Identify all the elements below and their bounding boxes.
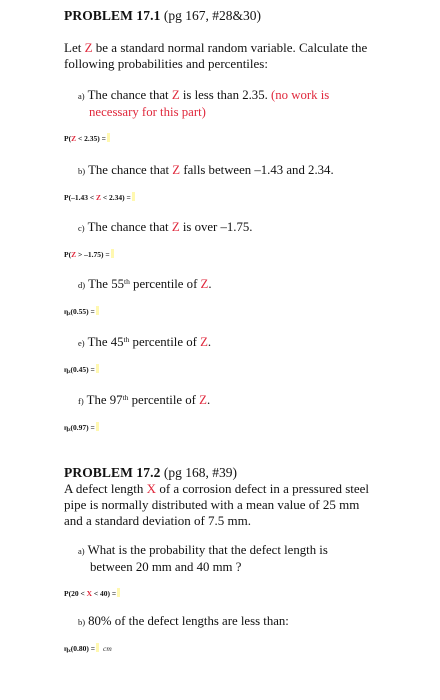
ordinal-suffix: th: [123, 335, 130, 344]
question-text: is less than 2.35.: [179, 88, 268, 102]
question-letter: c): [78, 223, 85, 233]
answer-label: (0.97) =: [70, 423, 95, 432]
question-letter: b): [78, 166, 86, 176]
question-text: .: [208, 277, 212, 291]
question-letter: f): [78, 396, 84, 406]
question-text: falls between –1.43 and 2.34.: [180, 163, 334, 177]
variable-z: Z: [199, 393, 207, 407]
variable-z: Z: [71, 250, 77, 259]
answer-e[interactable]: [64, 364, 99, 378]
answer-label: P(: [64, 250, 72, 259]
answer-blank[interactable]: [96, 364, 99, 373]
question-text: The chance that: [88, 163, 173, 177]
problem-2-intro: [64, 481, 429, 529]
problem-2-heading: [64, 465, 237, 481]
answer-label: (0.45) =: [70, 365, 95, 374]
variable-z: Z: [172, 163, 181, 177]
answer-label: P(–1.43 <: [64, 193, 96, 202]
eta-subscript: z: [68, 428, 71, 433]
answer-blank[interactable]: [96, 643, 99, 652]
question-a: [78, 87, 428, 120]
question-text: What is the probability that the defect length is: [87, 543, 328, 557]
intro-text: be a standard normal random variable. Calculate the: [92, 40, 368, 55]
eta-subscript: x: [68, 649, 71, 654]
variable-z: Z: [171, 220, 180, 234]
question-text: The 55: [88, 277, 124, 291]
eta-subscript: z: [68, 370, 71, 375]
answer-blank[interactable]: [107, 133, 110, 142]
intro-text: Let: [64, 40, 85, 55]
eta-symbol: η: [64, 307, 69, 316]
eta-symbol: η: [64, 423, 69, 432]
question-d: [78, 276, 428, 293]
variable-z: Z: [200, 277, 209, 291]
eta-subscript: z: [68, 312, 71, 317]
problem-2-title: PROBLEM 17.2: [64, 465, 161, 480]
question-text: The chance that: [87, 220, 172, 234]
answer-label: < 2.35) =: [76, 134, 106, 143]
question-text: The 97: [86, 393, 123, 407]
answer-label: (0.80) =: [70, 644, 96, 653]
problem-1-ref: (pg 167, #28&30): [163, 8, 261, 23]
problem-1-intro: [64, 40, 424, 72]
problem-2-ref: (pg 168, #39): [163, 465, 237, 480]
answer-blank[interactable]: [96, 422, 99, 431]
question-text-line2: between 20 mm and 40 mm ?: [90, 560, 242, 574]
intro-text-line2: pipe is normally distributed with a mean value of 25 mm: [64, 497, 360, 512]
answer-label: > –1.75) =: [76, 250, 110, 259]
variable-x: X: [86, 589, 93, 598]
ordinal-suffix: th: [124, 277, 130, 286]
variable-z: Z: [171, 88, 180, 102]
intro-text: of a corrosion defect in a pressured steel: [156, 481, 370, 496]
intro-text-line2: following probabilities and percentiles:: [64, 56, 268, 71]
variable-z: Z: [95, 193, 101, 202]
question-letter: d): [78, 280, 86, 290]
answer-a[interactable]: [64, 133, 110, 144]
question-f: [78, 392, 428, 409]
question-c: [78, 219, 428, 236]
answer-c[interactable]: [64, 249, 114, 260]
question-text: percentile of: [128, 393, 200, 407]
answer-f[interactable]: [64, 422, 99, 436]
problem-1-heading: [64, 8, 261, 24]
question-2b: [78, 613, 428, 630]
eta-symbol: η: [64, 644, 69, 653]
eta-symbol: η: [64, 365, 69, 374]
question-text: The 45: [87, 335, 124, 349]
variable-z: Z: [200, 335, 208, 349]
intro-text: A defect length: [64, 481, 147, 496]
answer-label: (0.55) =: [70, 307, 95, 316]
answer-label: < 2.34) =: [101, 193, 131, 202]
intro-text-line3: and a standard deviation of 7.5 mm.: [64, 513, 252, 528]
problem-1-title: PROBLEM 17.1: [64, 8, 161, 23]
answer-blank[interactable]: [111, 249, 114, 258]
question-letter: a): [78, 546, 85, 556]
answer-label: < 40) =: [92, 589, 117, 598]
question-2a: [78, 542, 428, 575]
question-letter: e): [78, 338, 85, 348]
question-e: [78, 334, 428, 351]
question-letter: b): [78, 617, 86, 627]
answer-label: P(20 <: [64, 589, 87, 598]
question-text: percentile of: [129, 277, 201, 291]
question-letter: a): [78, 91, 85, 101]
answer-blank[interactable]: [132, 192, 135, 201]
variable-z: Z: [71, 134, 77, 143]
answer-blank[interactable]: [96, 306, 99, 315]
question-text: The chance that: [87, 88, 172, 102]
variable-z: Z: [84, 40, 93, 55]
ordinal-suffix: th: [122, 393, 129, 402]
question-note-line2: necessary for this part): [89, 105, 206, 119]
question-b: [78, 162, 428, 179]
answer-label: P(: [64, 134, 72, 143]
question-text: .: [207, 335, 212, 349]
variable-x: X: [146, 481, 157, 496]
answer-2b[interactable]: [64, 643, 112, 657]
question-text: .: [206, 393, 211, 407]
answer-d[interactable]: [64, 306, 99, 320]
answer-unit: cm: [103, 644, 112, 653]
answer-2a[interactable]: [64, 588, 120, 599]
answer-b[interactable]: [64, 192, 135, 203]
question-text: is over –1.75.: [179, 220, 253, 234]
question-text: percentile of: [129, 335, 201, 349]
answer-blank[interactable]: [117, 588, 120, 597]
question-text: 80% of the defect lengths are less than:: [88, 614, 289, 628]
question-note: (no work is: [267, 88, 330, 102]
